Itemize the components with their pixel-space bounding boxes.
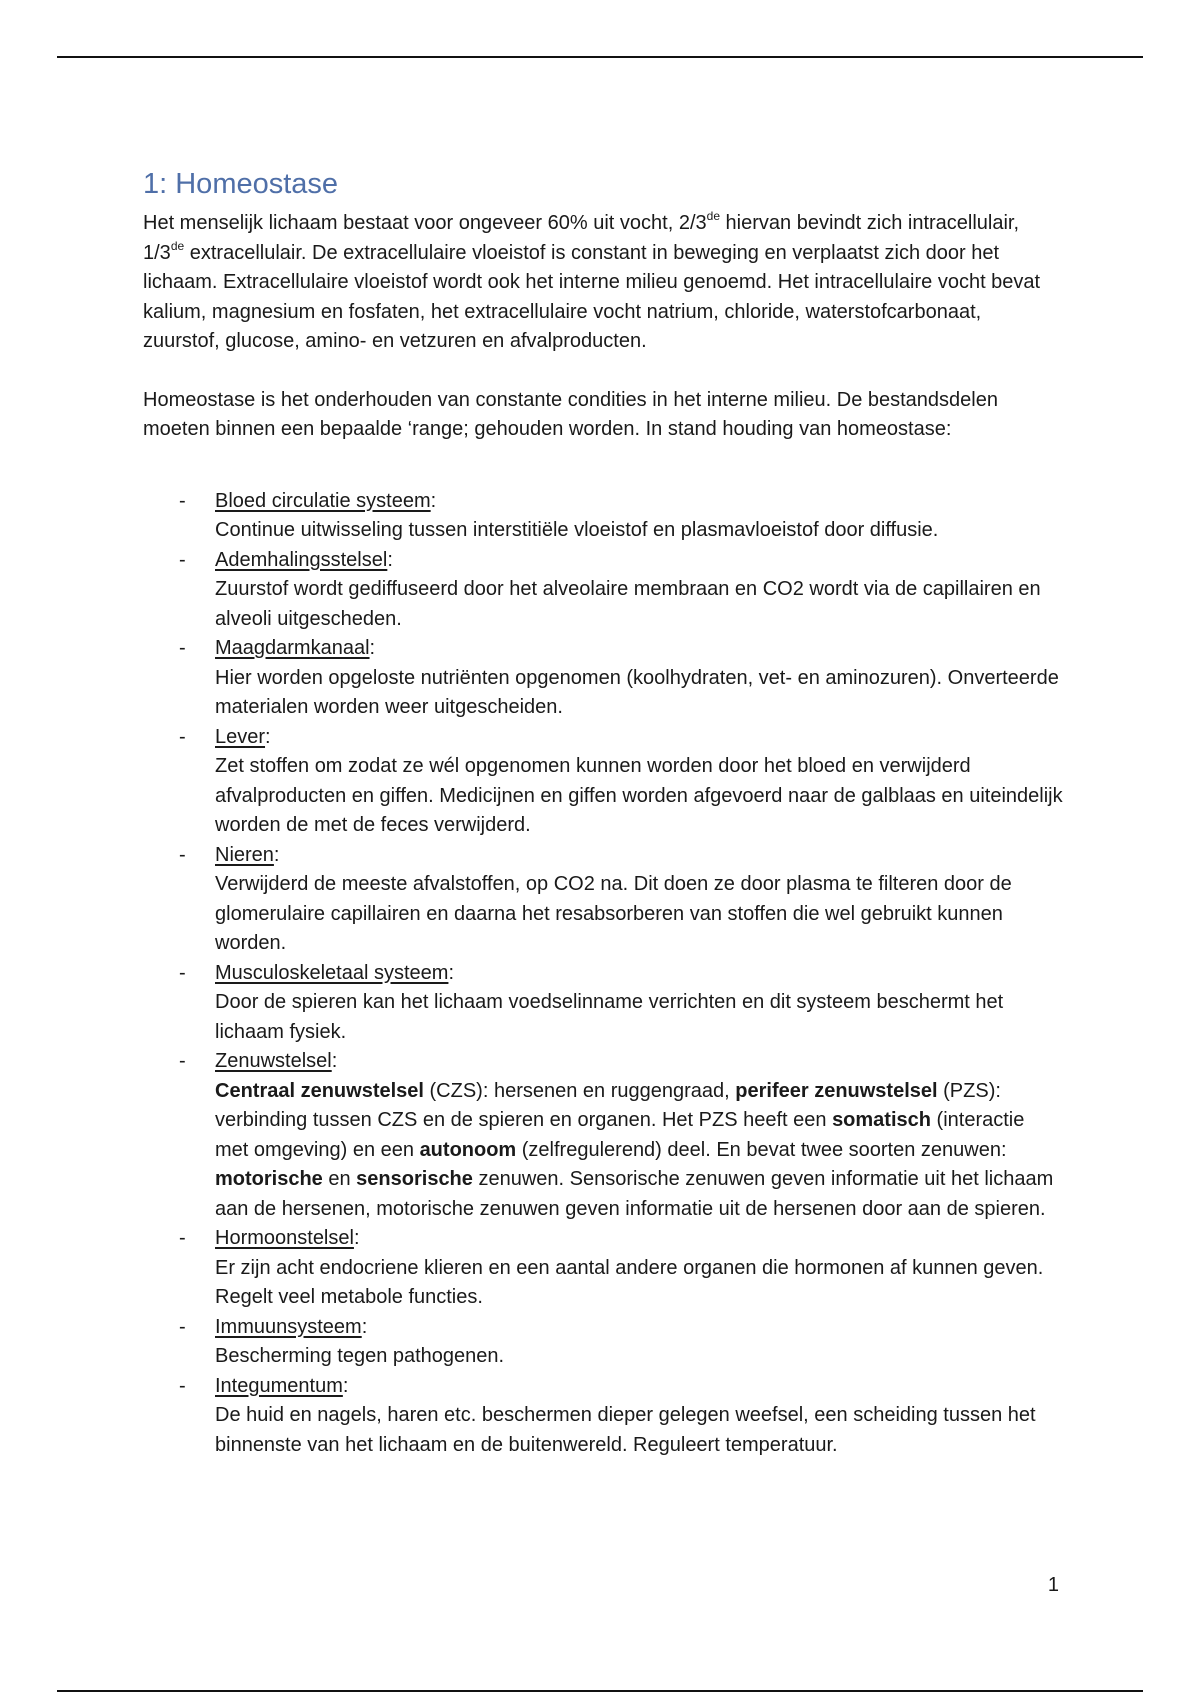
bold-term: sensorische bbox=[356, 1168, 473, 1190]
item-description: Door de spieren kan het lichaam voedselinname verrichten en dit systeem beschermt het lichaam fysiek. bbox=[215, 991, 1004, 1043]
list-item bbox=[143, 1372, 1063, 1461]
item-description: Zet stoffen om zodat ze wél opgenomen kunnen worden door het bloed en verwijderd afvalproducten en giffen. Medicijnen en giffen worden afgevoerd naar de galblaas en uiteindelijk worden de met de feces verwijderd. bbox=[215, 755, 1063, 836]
description-text: (zelfregulerend) deel. En bevat twee soorten zenuwen: bbox=[516, 1138, 1007, 1161]
item-term: Immuunsysteem bbox=[215, 1315, 362, 1338]
bullet-dash: - bbox=[179, 1050, 186, 1072]
bold-term: autonoom bbox=[419, 1138, 517, 1161]
bold-term: somatisch bbox=[832, 1109, 931, 1131]
description-text: (interactie met omgeving) en een bbox=[215, 1109, 1025, 1161]
item-colon: : bbox=[273, 843, 280, 866]
section-heading: 1: Homeostase bbox=[143, 168, 339, 200]
bullet-dash: - bbox=[179, 489, 186, 512]
list-item bbox=[143, 959, 1063, 1048]
item-description: Hier worden opgeloste nutriënten opgenomen (koolhydraten, vet- en aminozuren). Onverteerde materialen worden weer uitgescheiden. bbox=[215, 666, 1059, 718]
item-description: Zuurstof wordt gediffuseerd door het alveolaire membraan en CO2 wordt via de capillairen en alveoli uitgescheden. bbox=[215, 578, 1041, 630]
description-text: (CZS): hersenen en ruggengraad, bbox=[423, 1079, 736, 1102]
description-text: en bbox=[322, 1168, 357, 1190]
item-description: Continue uitwisseling tussen interstitiële vloeistof en plasmavloeistof door diffusie. bbox=[215, 519, 939, 541]
bullet-dash: - bbox=[179, 725, 186, 748]
page-content bbox=[143, 165, 1063, 1460]
item-colon: : bbox=[361, 1315, 368, 1338]
item-term: Ademhalingsstelsel bbox=[215, 548, 388, 571]
item-term: Nieren bbox=[215, 843, 274, 866]
list-item bbox=[143, 1224, 1063, 1313]
bold-term: motorische bbox=[215, 1168, 323, 1190]
item-colon: : bbox=[265, 725, 271, 748]
item-term: Bloed circulatie systeem bbox=[215, 489, 431, 512]
item-description: Er zijn acht endocriene klieren en een aantal andere organen die hormonen af kunnen geven. Regelt veel metabole functies. bbox=[215, 1256, 1044, 1308]
description-text: (PZS): verbinding tussen CZS en de spieren en organen. Het PZS heeft een bbox=[215, 1079, 1001, 1131]
item-colon: : bbox=[448, 961, 454, 984]
list-item bbox=[143, 841, 1063, 959]
item-colon: : bbox=[387, 548, 393, 571]
item-colon: : bbox=[430, 489, 437, 512]
footer-rule bbox=[57, 1690, 1143, 1692]
systems-list bbox=[143, 487, 1063, 1461]
homeostase-paragraph: Homeostase is het onderhouden van constante condities in het interne milieu. De bestandsdelen moeten binnen een bepaalde ‘range; gehouden worden. In stand houding van homeostase: bbox=[143, 388, 998, 440]
intro-text-part-1: Het menselijk lichaam bestaat voor ongeveer 60% uit vocht, 2/3 bbox=[143, 212, 707, 234]
item-term: Lever bbox=[215, 725, 266, 748]
bullet-dash: - bbox=[179, 1227, 186, 1249]
item-term: Zenuwstelsel bbox=[215, 1050, 332, 1072]
bold-term: Centraal zenuwstelsel bbox=[215, 1079, 424, 1102]
list-item bbox=[143, 1313, 1063, 1372]
bullet-dash: - bbox=[179, 1374, 186, 1397]
page-number: 1 bbox=[1047, 1574, 1059, 1596]
list-item bbox=[143, 546, 1063, 635]
item-term: Musculoskeletaal systeem bbox=[215, 961, 449, 984]
item-description: De huid en nagels, haren etc. beschermen dieper gelegen weefsel, een scheiding tussen het binnenste van het lichaam en de buitenwereld. Reguleert temperatuur. bbox=[215, 1404, 1036, 1456]
item-description: Bescherming tegen pathogenen. bbox=[215, 1345, 505, 1367]
list-item bbox=[143, 487, 1063, 546]
list-item bbox=[143, 723, 1063, 841]
item-colon: : bbox=[353, 1227, 360, 1249]
item-colon: : bbox=[342, 1374, 349, 1397]
header-rule bbox=[57, 56, 1143, 58]
bullet-dash: - bbox=[179, 637, 186, 659]
bullet-dash: - bbox=[179, 1315, 186, 1338]
list-item bbox=[143, 1047, 1063, 1224]
item-term: Maagdarmkanaal bbox=[215, 637, 370, 659]
bullet-dash: - bbox=[179, 961, 186, 984]
intro-text-part-2: hiervan bevindt zich intracellulair, 1/3 bbox=[143, 212, 1020, 264]
item-term: Hormoonstelsel bbox=[215, 1227, 354, 1249]
item-term: Integumentum bbox=[215, 1374, 343, 1397]
superscript: de bbox=[706, 209, 720, 223]
intro-text-part-3: extracellulair. De extracellulaire vloeistof is constant in beweging en verplaatst zich door het lichaam. Extracellulaire vloeistof wordt ook het interne milieu genoemd. Het intracellulaire vocht bevat kalium, magnesium en fosfaten, het extracellulaire vocht natrium, chloride, waterstofcarbonaat, zuurstof, glucose, amino- en vetzuren en afvalproducten. bbox=[143, 241, 1041, 352]
item-colon: : bbox=[369, 637, 376, 659]
description-text: zenuwen. Sensorische zenuwen geven informatie uit het lichaam aan de hersenen, motorische zenuwen geven informatie uit de hersenen door aan de spieren. bbox=[215, 1168, 1054, 1220]
bold-term: perifeer zenuwstelsel bbox=[735, 1079, 938, 1102]
superscript: de bbox=[170, 238, 185, 253]
item-description bbox=[215, 1080, 1053, 1220]
item-colon: : bbox=[331, 1050, 338, 1072]
intro-paragraph bbox=[143, 209, 1063, 357]
bullet-dash: - bbox=[179, 548, 186, 571]
list-item bbox=[143, 634, 1063, 723]
item-description: Verwijderd de meeste afvalstoffen, op CO2 na. Dit doen ze door plasma te filteren door de glomerulaire capillairen en daarna het resabsorberen van stoffen die wel gebruikt kunnen worden. bbox=[215, 873, 1012, 954]
bullet-dash: - bbox=[179, 843, 186, 866]
